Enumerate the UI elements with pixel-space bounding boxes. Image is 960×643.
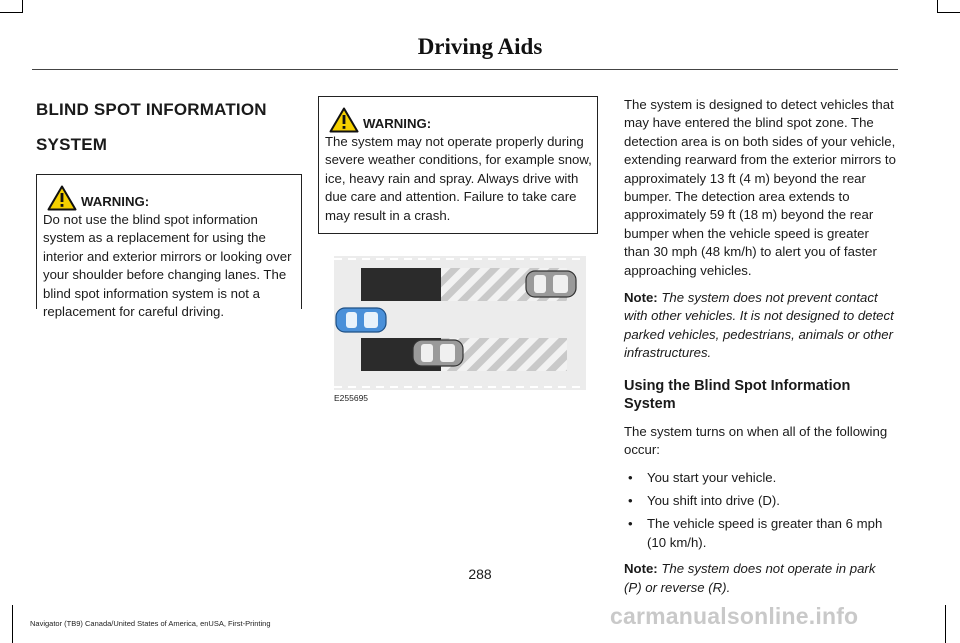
header-divider [32,69,898,70]
note-text: The system does not prevent contact with other vehicles. It is not designed to detect parked vehicles, pedestrians, animals or other infrastructures. [624,290,894,361]
note-label: Note: [624,561,658,577]
conditions-intro: The system turns on when all of the following occur: [624,423,888,458]
crop-mark [12,605,13,643]
section-title: BLIND SPOT INFORMATION [36,100,267,119]
column-1 [36,96,302,320]
crop-mark [22,0,23,13]
note-paragraph [624,289,896,363]
column-3 [624,96,896,606]
crop-mark [937,12,960,13]
conditions-list [624,469,896,553]
intro-paragraph: The system is designed to detect vehicles that may have entered the blind spot zone. The detection area is on both sides of your vehicle, extending rearward from the exterior mirrors to approximately 13 ft (4 m) beyond the rear bumper. The detection area extends to approximately 59 ft (18 m) beyond the rear bumper when the vehicle speed is greater than 30 mph (48 km/h) to alert you of faster approaching vehicles. [624,97,896,278]
warning-triangle-icon [47,185,77,211]
warning-text: The system may not operate properly during severe weather conditions, for example snow, ice, heavy rain and spray. Always drive with due care and attention. Failure to take care may result in a crash. [325,134,592,223]
list-item-text: You start your vehicle. [647,469,777,485]
warning-text: Do not use the blind spot information system as a replacement for using the interior and exterior mirrors or looking over your shoulder before changing lanes. The blind spot information system is not a replacement for careful driving. [43,212,292,320]
list-item [624,515,896,552]
page-number: 288 [468,566,492,582]
approaching-vehicle-icon [526,271,576,297]
figure-id: E255695 [334,393,369,403]
column-2 [318,96,598,234]
subheading: Using the Blind Spot Information System [624,377,851,412]
list-item [624,492,896,510]
warning-triangle-icon [329,107,359,133]
list-item-text: The vehicle speed is greater than 6 mph (10 km/h). [647,516,883,550]
adjacent-vehicle-icon [413,340,463,366]
list-item-text: You shift into drive (D). [647,492,780,508]
note-text: The system does not operate in park (P) or reverse (R). [624,561,876,595]
crop-mark [0,12,22,13]
warning-box [318,96,598,234]
blind-spot-zone-dark [361,268,441,301]
note-label: Note: [624,290,658,306]
warning-label: WARNING: [363,115,432,131]
blind-spot-diagram [334,256,586,390]
warning-label: WARNING: [81,193,150,209]
ego-vehicle-icon [336,308,386,332]
bullet-icon: • [628,516,633,532]
bullet-icon: • [628,492,633,508]
page-header-title: Driving Aids [417,34,543,59]
list-item [624,469,896,487]
warning-box [36,174,302,320]
bullet-icon: • [628,469,633,485]
crop-mark [937,0,938,13]
watermark: carmanualsonline.info [610,603,859,629]
crop-mark [945,605,946,643]
section-title-continued: SYSTEM [36,135,108,154]
footer-text: Navigator (TB9) Canada/United States of America, enUSA, First-Printing [30,619,271,628]
